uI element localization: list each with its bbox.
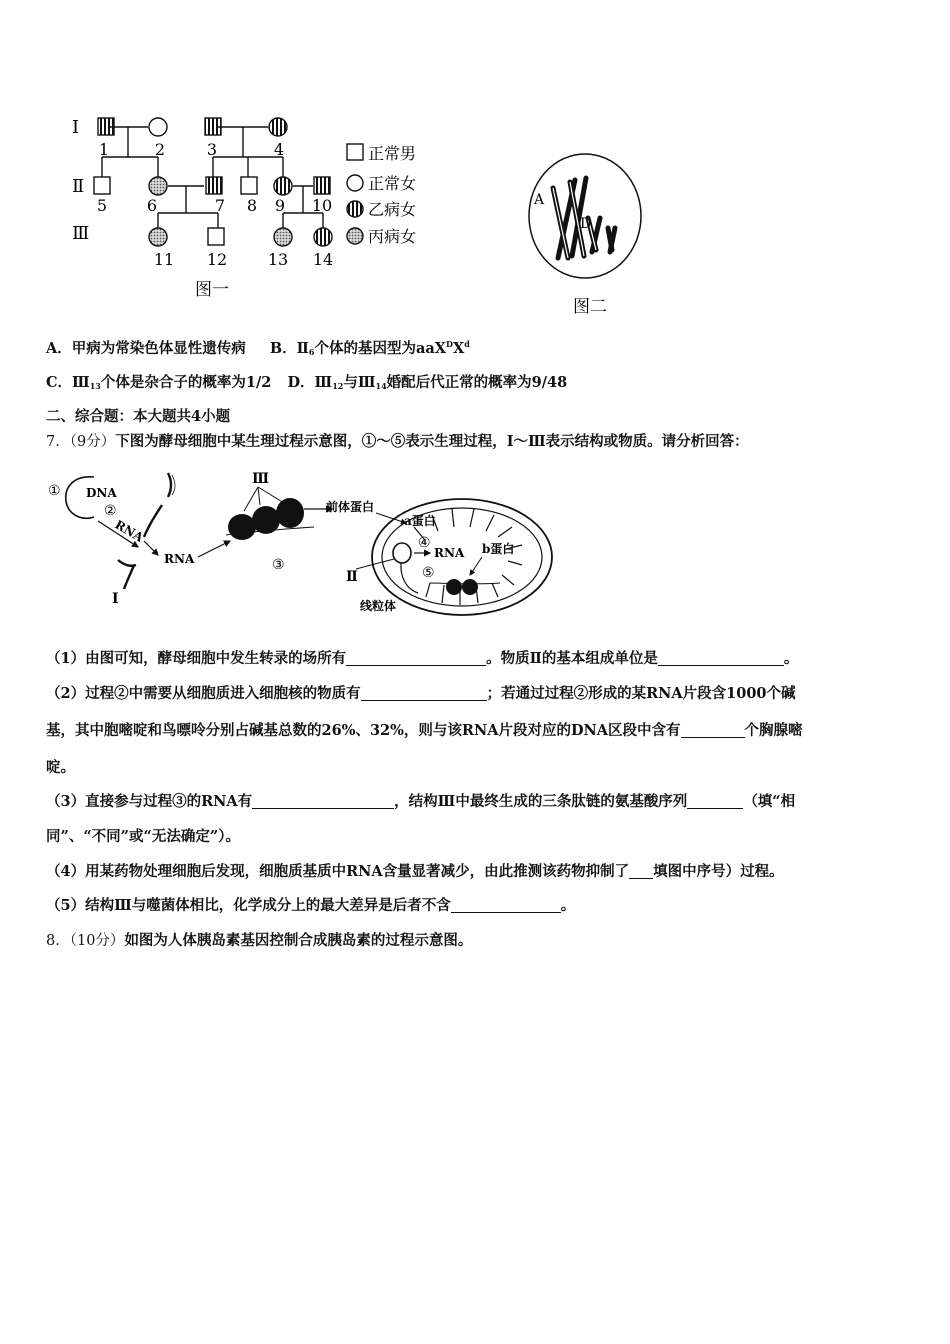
option-c-text-2: 个体是杂合子的概率为1/2 [100, 374, 272, 391]
option-c-label: C． [46, 374, 73, 391]
individual-number: 10 [311, 196, 333, 215]
question-7-points: （9分） [69, 434, 116, 450]
individual-10 [314, 177, 330, 194]
option-b-sup-2: d [464, 339, 470, 349]
process-3-label: ③ [272, 557, 285, 573]
answer-blank[interactable] [451, 898, 561, 913]
rna-label-2: RNA [434, 546, 465, 560]
option-d-text-2: 与Ⅲ [343, 374, 376, 391]
individual-number: 13 [267, 250, 289, 269]
option-a-text: 甲病为常染色体显性遗传病 [71, 340, 246, 357]
process-2-label: ② [104, 503, 117, 519]
allele-label-d: D [580, 216, 592, 232]
individual-6 [149, 177, 167, 195]
question-7-part-1 [46, 647, 798, 668]
precursor-protein-label: 前体蛋白 [326, 500, 375, 514]
process-4-label: ④ [418, 535, 431, 551]
option-b-text-3: X [452, 340, 465, 357]
question-7-part-5 [46, 894, 575, 915]
options-cd [46, 371, 567, 392]
options-ab [46, 337, 470, 358]
individual-8 [241, 177, 257, 194]
mitochondrion-label: 线粒体 [360, 599, 397, 613]
process-5-label: ⑤ [422, 565, 435, 581]
part-2-text-3: 基，其中胞嘧啶和鸟嘌呤分别占碱基总数的26%、32%，则与该RNA片段对应的DNA区段中含有 [46, 722, 681, 739]
question-7-stem [46, 430, 749, 451]
part-1-text: （1）由图可知，酵母细胞中发生转录的场所有 [46, 650, 347, 667]
individual-13 [274, 228, 292, 246]
individual-14 [314, 228, 332, 246]
question-7-part-2 [46, 682, 796, 703]
dna-label: DNA [86, 486, 117, 500]
part-2-text-2: ；若通过过程②形成的某RNA片段含1000个碱 [486, 685, 796, 702]
part-5-text-2: 。 [560, 897, 576, 914]
option-b-sub: 6 [308, 347, 315, 357]
option-d-label: D． [287, 374, 315, 391]
individual-number: 6 [146, 196, 158, 215]
option-b-text: Ⅱ [296, 340, 309, 357]
individual-number: 2 [154, 140, 166, 159]
answer-blank[interactable] [252, 794, 394, 809]
question-8-stem [46, 929, 472, 950]
part-4-text: （4）用某药物处理细胞后发现，细胞质基质中RNA含量显著减少，由此推测该药物抑制了 [46, 863, 630, 880]
question-8-text: 如图为人体胰岛素基因控制合成胰岛素的过程示意图。 [124, 932, 473, 949]
substance-2-label: Ⅱ [346, 569, 358, 585]
legend-normal-male-icon [347, 144, 363, 160]
option-d-text-3: 婚配后代正常的概率为9/48 [386, 374, 568, 391]
legend-normal-male: 正常男 [368, 144, 417, 163]
legend-normal-female-icon [347, 175, 363, 191]
answer-blank[interactable] [361, 686, 487, 701]
question-7-part-2-end: 啶。 [46, 759, 75, 776]
figure1-caption: 图一 [195, 280, 229, 300]
individual-number: 1 [98, 140, 110, 159]
part-1-text-3: 。 [783, 650, 799, 667]
answer-blank[interactable] [629, 864, 653, 879]
figure2-caption: 图二 [573, 297, 607, 317]
section-title: 二、综合题：本大题共4小题 [46, 408, 231, 425]
individual-number: 3 [206, 140, 218, 159]
question-7-part-4 [46, 860, 784, 881]
protein-b-label: b蛋白 [482, 542, 515, 556]
question-7-part-3-cont: 同”、“不同”或“无法确定”）。 [46, 828, 240, 845]
option-c-text: Ⅲ [72, 374, 90, 391]
option-d-text: Ⅲ [314, 374, 333, 391]
individual-2 [149, 118, 167, 136]
pedigree-figure [60, 105, 460, 305]
cell-figure [520, 148, 660, 323]
part-3-text: （3）直接参与过程③的RNA有 [46, 793, 253, 810]
option-b-label: B． [269, 340, 297, 357]
option-c-sub: 13 [89, 381, 101, 391]
individual-number: 7 [214, 196, 226, 215]
ribosome [228, 514, 256, 540]
mito-ribosome [462, 579, 478, 595]
part-1-text-2: 。物质Ⅱ的基本组成单位是 [486, 650, 658, 667]
question-7-part-3 [46, 790, 795, 811]
question-7-text: 下图为酵母细胞中某生理过程示意图，①～⑤表示生理过程，Ⅰ～Ⅲ表示结构或物质。请分析回答： [115, 433, 749, 450]
ribosome [252, 506, 280, 534]
option-d-sub-2: 14 [375, 381, 387, 391]
ribosome [276, 498, 304, 528]
allele-label-a: A [534, 192, 545, 208]
part-3-text-3: （填“相 [743, 793, 796, 810]
structure-3-label: Ⅲ [252, 471, 270, 487]
part-5-text: （5）结构Ⅲ与噬菌体相比，化学成分上的最大差异是后者不含 [46, 897, 451, 914]
individual-12 [208, 228, 224, 245]
rna-tilted-label: RNA [112, 517, 146, 545]
option-b-text-2: 个体的基因型为aaX [314, 340, 447, 357]
individual-11 [149, 228, 167, 246]
individual-number: 5 [96, 196, 108, 215]
generation-label: Ⅰ [72, 117, 80, 138]
answer-blank[interactable] [346, 651, 486, 666]
part-2-text: （2）过程②中需要从细胞质进入细胞核的物质有 [46, 685, 361, 702]
question-8-points: （10分） [69, 933, 125, 949]
rna-label-1: RNA [164, 552, 195, 566]
individual-number: 12 [206, 250, 228, 269]
part-4-text-2: 填图中序号）过程。 [653, 863, 784, 880]
legend-disease-c-female: 丙病女 [368, 227, 417, 246]
answer-blank[interactable] [681, 723, 745, 738]
individual-5 [94, 177, 110, 194]
answer-blank[interactable] [658, 651, 784, 666]
question-8-number: 8． [46, 933, 70, 949]
individual-number: 9 [274, 196, 286, 215]
individual-9 [274, 177, 292, 195]
generation-label: Ⅱ [72, 176, 85, 197]
individual-7 [206, 177, 222, 194]
individual-number: 11 [153, 250, 175, 269]
part-2-text-4: 个胸腺嘧 [744, 722, 803, 739]
individual-number: 4 [273, 140, 285, 159]
part-3-text-2: ，结构Ⅲ中最终生成的三条肽链的氨基酸序列 [394, 793, 688, 810]
individual-3 [205, 118, 221, 135]
legend-disease-b-female: 乙病女 [368, 200, 417, 219]
mito-ribosome [446, 579, 462, 595]
option-a-label: A． [46, 340, 72, 357]
process-1-label: ① [48, 483, 61, 499]
generation-label: Ⅲ [72, 223, 90, 244]
legend-disease-b-female-icon [347, 201, 363, 217]
question-7-number: 7． [46, 434, 70, 450]
answer-blank[interactable] [687, 794, 743, 809]
individual-1 [98, 118, 114, 135]
process-diagram [46, 465, 566, 620]
individual-number: 14 [312, 250, 334, 269]
option-d-sub-1: 12 [332, 381, 344, 391]
structure-1-label: Ⅰ [112, 591, 119, 607]
legend-disease-c-female-icon [347, 228, 363, 244]
individual-4 [269, 118, 287, 136]
individual-number: 8 [246, 196, 258, 215]
protein-a-label: a蛋白 [404, 514, 436, 528]
question-7-part-2-cont [46, 719, 803, 740]
option-b-sup-1: D [446, 339, 453, 349]
mito-dna-loop [393, 543, 411, 563]
legend-normal-female: 正常女 [368, 174, 417, 193]
